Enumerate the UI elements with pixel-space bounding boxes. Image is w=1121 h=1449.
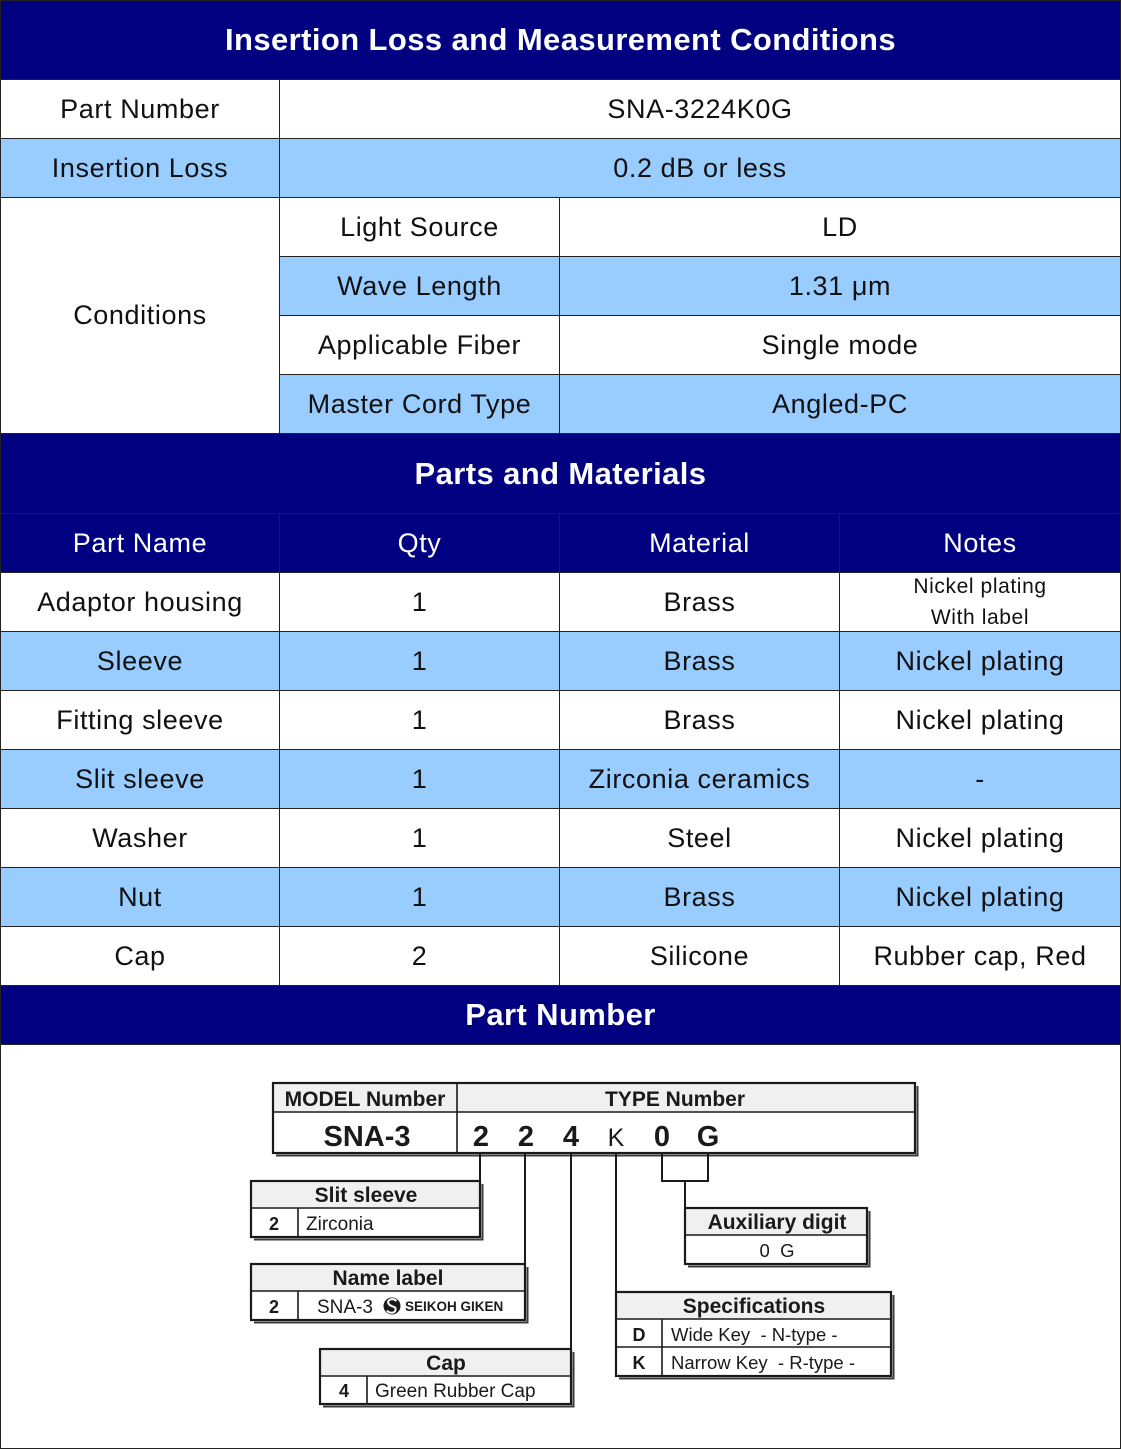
- name-label-code: 2: [268, 1297, 280, 1317]
- insertion-loss-row: [1, 139, 1120, 198]
- condition-label: Wave Length: [280, 257, 560, 315]
- type-digit-auxiliary-1: 0: [653, 1121, 671, 1153]
- slit-sleeve-description: Zirconia: [306, 1214, 374, 1235]
- parts-row-cap: [1, 927, 1120, 986]
- parts-column-headers: [1, 514, 1120, 573]
- qty-cell: 1: [280, 809, 560, 867]
- section-header-insertion-loss: [1, 1, 1120, 80]
- slit-sleeve-header: Slit sleeve: [314, 1184, 418, 1207]
- connector-auxiliary-bracket: [662, 1153, 708, 1181]
- conditions-list: [280, 198, 1120, 433]
- notes-cell: Nickel plating: [895, 645, 1065, 676]
- specification-code-narrow-key: K: [632, 1353, 646, 1373]
- parts-row-nut: [1, 868, 1120, 927]
- specification-description-narrow-key: Narrow Key - R-type -: [671, 1352, 856, 1373]
- condition-label: Master Cord Type: [280, 375, 560, 433]
- notes-cell: Rubber cap, Red: [873, 940, 1087, 971]
- section-header-part-number: [1, 986, 1120, 1045]
- part-number-structure-diagram: [1, 1045, 1120, 1448]
- part-name-cell: Cap: [1, 927, 280, 985]
- material-cell: Steel: [560, 809, 840, 867]
- condition-label: Light Source: [280, 198, 560, 256]
- conditions-block: [1, 198, 1120, 434]
- material-cell: Brass: [560, 868, 840, 926]
- name-label-header: Name label: [332, 1267, 444, 1290]
- parts-row-sleeve: [1, 632, 1120, 691]
- slit-sleeve-box: [251, 1181, 483, 1240]
- part-name-cell: Washer: [1, 809, 280, 867]
- specifications-box: [616, 1292, 894, 1379]
- qty-cell: 1: [280, 868, 560, 926]
- qty-cell: 2: [280, 927, 560, 985]
- name-label-box: [251, 1264, 528, 1323]
- insertion-loss-label: Insertion Loss: [1, 139, 280, 197]
- auxiliary-digit-box: [685, 1208, 870, 1267]
- condition-value: LD: [822, 211, 858, 242]
- condition-row-applicable-fiber: [280, 316, 1120, 375]
- model-number-value: SNA-3: [323, 1121, 411, 1153]
- condition-row-light-source: [280, 198, 1120, 257]
- cap-description: Green Rubber Cap: [375, 1381, 536, 1402]
- slit-sleeve-code: 2: [268, 1214, 280, 1234]
- type-digit-specifications: K: [607, 1124, 625, 1152]
- part-name-cell: Fitting sleeve: [1, 691, 280, 749]
- part-name-cell: Adaptor housing: [1, 573, 280, 631]
- qty-cell: 1: [280, 573, 560, 631]
- auxiliary-digit-header: Auxiliary digit: [707, 1211, 847, 1234]
- conditions-label: Conditions: [1, 198, 280, 433]
- material-cell: Silicone: [560, 927, 840, 985]
- specification-description-wide-key: Wide Key - N-type -: [671, 1324, 838, 1345]
- seikoh-giken-logo-icon: [384, 1298, 401, 1315]
- notes-line: With label: [930, 606, 1030, 629]
- qty-cell: 1: [280, 691, 560, 749]
- material-cell: Brass: [560, 573, 840, 631]
- condition-value: 1.31 μm: [788, 270, 892, 301]
- seikoh-giken-wordmark: SEIKOH GIKEN: [405, 1299, 504, 1314]
- material-cell: Brass: [560, 632, 840, 690]
- cap-code: 4: [338, 1381, 350, 1401]
- type-digit-slit-sleeve: 2: [472, 1121, 490, 1153]
- parts-row-slit-sleeve: [1, 750, 1120, 809]
- parts-row-adaptor-housing: [1, 573, 1120, 632]
- cap-header: Cap: [426, 1352, 466, 1375]
- material-cell: Brass: [560, 691, 840, 749]
- type-number-header: TYPE Number: [604, 1088, 746, 1111]
- condition-label: Applicable Fiber: [280, 316, 560, 374]
- condition-row-wave-length: [280, 257, 1120, 316]
- section-header-parts-materials: [1, 434, 1120, 514]
- part-number-label: Part Number: [1, 80, 280, 138]
- notes-cell: Nickel plating: [895, 881, 1065, 912]
- part-number-code-box: [273, 1083, 918, 1156]
- column-header-notes: Notes: [943, 527, 1017, 558]
- part-number-value: SNA-3224K0G: [607, 93, 793, 124]
- specifications-header: Specifications: [682, 1295, 826, 1318]
- qty-cell: 1: [280, 750, 560, 808]
- cap-box: [320, 1349, 574, 1407]
- section-title: Part Number: [465, 997, 656, 1032]
- part-name-cell: Sleeve: [1, 632, 280, 690]
- qty-cell: 1: [280, 632, 560, 690]
- material-cell: Zirconia ceramics: [560, 750, 840, 808]
- part-name-cell: Slit sleeve: [1, 750, 280, 808]
- type-digit-auxiliary-2: G: [696, 1121, 720, 1153]
- notes-cell: Nickel plating: [895, 822, 1065, 853]
- notes-cell: -: [975, 763, 985, 794]
- condition-value: Single mode: [761, 329, 919, 360]
- notes-line: Nickel plating: [913, 575, 1047, 598]
- part-number-diagram-area: [1, 1045, 1120, 1448]
- section-title: Insertion Loss and Measurement Conditions: [225, 22, 896, 57]
- section-title: Parts and Materials: [414, 455, 707, 491]
- auxiliary-digit-value: 0 G: [759, 1240, 795, 1261]
- notes-cell: Nickel plating: [895, 704, 1065, 735]
- column-header-qty: Qty: [280, 514, 560, 572]
- part-name-cell: Nut: [1, 868, 280, 926]
- column-header-part-name: Part Name: [1, 514, 280, 572]
- type-digit-name-label: 2: [517, 1121, 535, 1153]
- parts-row-washer: [1, 809, 1120, 868]
- part-number-row: [1, 80, 1120, 139]
- condition-value: Angled-PC: [772, 388, 908, 419]
- specification-code-wide-key: D: [632, 1325, 646, 1345]
- parts-row-fitting-sleeve: [1, 691, 1120, 750]
- column-header-material: Material: [560, 514, 840, 572]
- insertion-loss-value: 0.2 dB or less: [613, 152, 787, 183]
- notes-cell: [840, 573, 1120, 631]
- name-label-description: SNA-3: [317, 1297, 373, 1318]
- type-digit-cap: 4: [562, 1121, 580, 1153]
- model-number-header: MODEL Number: [284, 1088, 446, 1111]
- condition-row-master-cord-type: [280, 375, 1120, 433]
